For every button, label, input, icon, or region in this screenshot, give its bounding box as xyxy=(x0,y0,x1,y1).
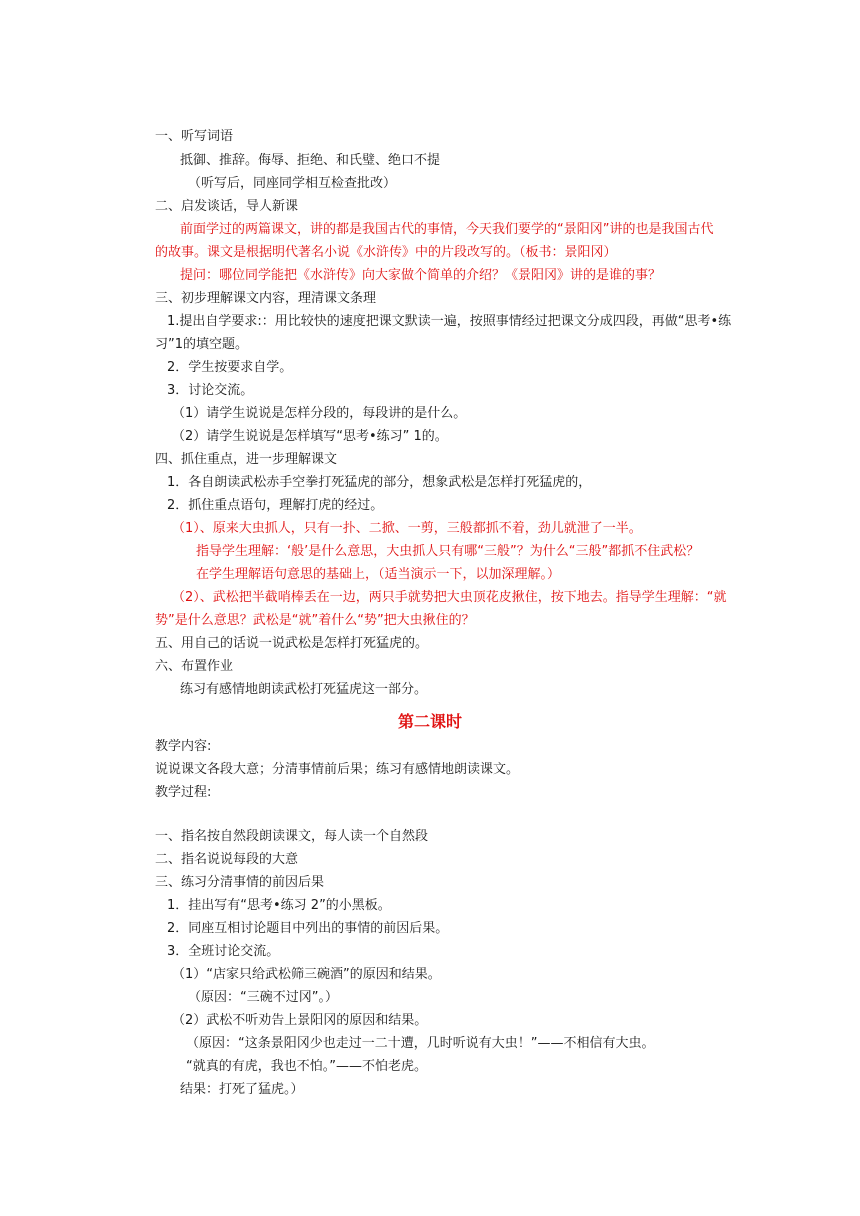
process-step-3: 三、练习分清事情的前因后果 xyxy=(155,875,325,890)
heading-dictation: 一、听写词语 xyxy=(155,129,234,144)
intro-paragraph-line-1: 前面学过的两篇课文，讲的都是我国古代的事情，今天我们要学的“景阳冈”讲的也是我国古代 xyxy=(180,222,714,237)
cause-effect-2-result: 结果：打死了猛虎。） xyxy=(180,1082,304,1097)
intro-paragraph-line-2: 的故事。课文是根据明代著名小说《水浒传》中的片段改写的。（板书：景阳冈） xyxy=(155,245,617,260)
item-self-study-requirement-line-1: 1.提出自学要求:：用比较快的速度把课文默读一遍，按照事情经过把课文分成四段，再做“思考•练 xyxy=(167,314,732,329)
cause-effect-1-answer: （原因：“三碗不过冈”。） xyxy=(188,990,338,1005)
heading-understanding: 三、初步理解课文内容，理清课文条理 xyxy=(155,291,377,306)
intro-question: 提问：哪位同学能把《水浒传》向大家做个简单的介绍？《景阳冈》讲的是谁的事？ xyxy=(180,268,662,283)
process-step-3-item-2: 2．同座互相讨论题目中列出的事情的前因后果。 xyxy=(167,921,449,936)
heading-retell: 五、用自己的话说一说武松是怎样打死猛虎的。 xyxy=(155,636,429,651)
teaching-content-label: 教学内容: xyxy=(155,739,212,754)
heading-key-points: 四、抓住重点，进一步理解课文 xyxy=(155,452,338,467)
process-step-3-item-1: 1．挂出写有“思考•练习 2”的小黑板。 xyxy=(167,898,391,913)
key-sentence-2-line-2: 势”是什么意思？武松是“就”着什么“势”把大虫揪住的？ xyxy=(155,613,475,628)
heading-homework: 六、布置作业 xyxy=(155,659,234,674)
cause-effect-1: （1）“店家只给武松筛三碗酒”的原因和结果。 xyxy=(172,967,441,982)
discussion-point-2: （2）请学生说说是怎样填写“思考•练习” 1的。 xyxy=(172,429,448,444)
dictation-words: 抵御、推辞。侮辱、拒绝、和氏璧、绝口不提 xyxy=(180,153,441,168)
key-point-item-1: 1．各自朗读武松赤手空拳打死猛虎的部分，想象武松是怎样打死猛虎的， xyxy=(167,475,592,490)
process-step-2: 二、指名说说每段的大意 xyxy=(155,852,299,867)
dictation-note: （听写后，同座同学相互检查批改） xyxy=(188,176,397,191)
key-sentence-1-guide-2: 在学生理解语句意思的基础上，（适当演示一下，以加深理解。） xyxy=(196,567,561,582)
key-point-item-2: 2．抓住重点语句，理解打虎的经过。 xyxy=(167,498,384,513)
homework-body: 练习有感情地朗读武松打死猛虎这一部分。 xyxy=(180,682,428,697)
process-step-3-item-3: 3．全班讨论交流。 xyxy=(167,944,280,959)
item-discussion: 3．讨论交流。 xyxy=(167,383,254,398)
key-sentence-1-guide-1: 指导学生理解：‘般’是什么意思，大虫抓人只有哪“三般”？为什么“三般”都抓不住武松？ xyxy=(196,544,700,559)
key-sentence-2-line-1: （2）、武松把半截哨棒丢在一边，两只手就势把大虫顶花皮揪住，按下地去。指导学生理解：“就 xyxy=(172,590,727,605)
cause-effect-2-answer-2: “就真的有虎，我也不怕。”——不怕老虎。 xyxy=(186,1059,427,1074)
cause-effect-2: （2）武松不听劝告上景阳冈的原因和结果。 xyxy=(172,1013,428,1028)
process-step-1: 一、指名按自然段朗读课文，每人读一个自然段 xyxy=(155,829,429,844)
teaching-process-label: 教学过程: xyxy=(155,785,212,800)
section-title: 第二课时 xyxy=(397,712,462,731)
discussion-point-1: （1）请学生说说是怎样分段的，每段讲的是什么。 xyxy=(172,406,467,421)
item-self-study: 2．学生按要求自学。 xyxy=(167,360,293,375)
key-sentence-1: （1）、原来大虫抓人，只有一扑、二掀、一剪，三般都抓不着，劲儿就泄了一半。 xyxy=(172,521,642,536)
cause-effect-2-answer-1: （原因：“这条景阳冈少也走过一二十遭，几时听说有大虫！”——不相信有大虫。 xyxy=(186,1036,655,1051)
heading-introduction: 二、启发谈话，导人新课 xyxy=(155,199,299,214)
teaching-content: 说说课文各段大意；分清事情前后果；练习有感情地朗读课文。 xyxy=(155,762,520,777)
item-self-study-requirement-line-2: 习”1的填空题。 xyxy=(155,337,249,352)
